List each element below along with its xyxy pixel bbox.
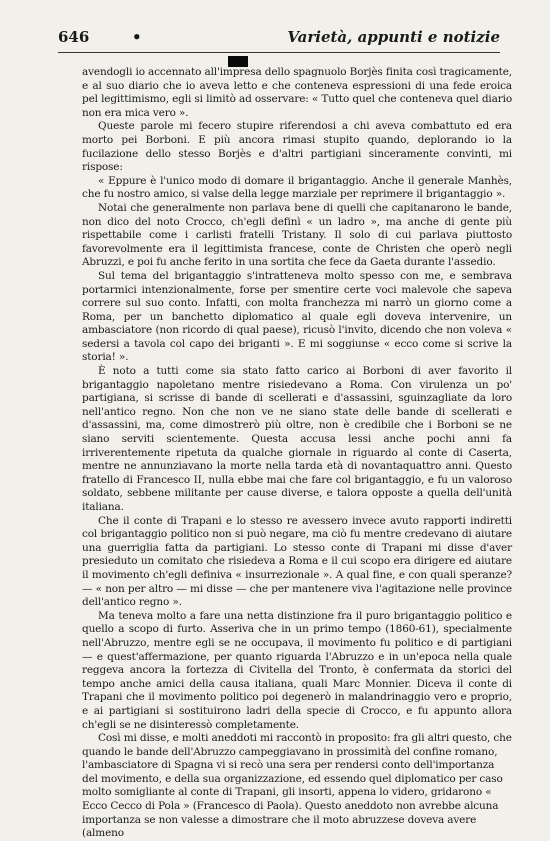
paragraph: È noto a tutti come sia stato fatto carico ai Borboni di aver favorito il brigantaggio napoletano mentre risiedevano a Roma. Con virulenza un po' partigiana, si scrisse di bande di scellerati e d'assassini, sguinzagliate da loro nell'antico regno. Non che non ve ne siano state delle bande di scellerati e d'assassini, ma, come dimostrerò più oltre, non è credibile che i Borboni se ne siano serviti scientemente. Questa accusa lessi anche pochi anni fa irriverentemente ripetuta da qualche giornale in riguardo al conte di Caserta, mentre ne annunziavano la morte nella tarda età di novantaquattro anni. Questo fratello di Francesco II, nulla ebbe mai che fare col brigantaggio, e fu un valoroso soldato, sebbene militante per cause diverse, e talora opposte a quella dell'unità italiana. — [82, 365, 512, 513]
paragraph: Così mi disse, e molti aneddoti mi raccontò in proposito: fra gli altri questo, che quando le bande dell'Abruzzo campeggiavano in prossimità del confine romano, l'ambasciatore di Spagna vi si recò una sera per rendersi conto dell'importanza del movimento, e della sua organizzazione, ed essendo quel diplomatico per caso molto somigliante al conte di Trapani, gli insorti, appena lo videro, gridarono « Ecco Cecco di Pola » (Francesco di Paola). Questo aneddoto non avrebbe alcuna importanza se non valesse a dimostrare che il moto abruzzese doveva avere (almeno — [82, 732, 512, 840]
body-text — [82, 66, 512, 841]
header-bullet: • — [132, 28, 142, 46]
paragraph: Che il conte di Trapani e lo stesso re avessero invece avuto rapporti indiretti col brigantaggio politico non si può negare, ma ciò fu mentre credevano di aiutare una guerriglia fatta da partigiani. Lo stesso conte di Trapani mi disse d'aver presieduto un comitato che risiedeva a Roma e il cui scopo era dirigere ed aiutare il movimento ch'egli definiva « insurrezionale ». A qual fine, e con quali speranze? — « non per altro — mi disse — che per mantenere viva l'agitazione nelle province dell'antico regno ». — [82, 514, 512, 609]
running-header — [58, 28, 500, 50]
paragraph: avendogli io accennato all'impresa dello spagnuolo Borjès finita così tragicamente, e al suo diario che io aveva letto e che conteneva espressioni di una fede eroica pel legittimismo, egli si limitò ad osservare: « Tutto quel che conteneva quel diario non era mica vero ». — [82, 66, 512, 119]
paragraph: Ma teneva molto a fare una netta distinzione fra il puro brigantaggio politico e quello a scopo di furto. Asseriva che in un primo tempo (1860-61), specialmente nell'Abruzzo, mentre egli se ne occupava, il movimento fu politico e di partigiani — e quest'affermazione, per quanto riguarda l'Abruzzo e in un'epoca nella quale reggeva ancora la fortezza di Civitella del Tronto, è confermata da storici del tempo anche amici della causa italiana, quali Marc Monnier. Diceva il conte di Trapani che il movimento politico poi degenerò in malandrinaggio vero e proprio, e ai partigiani si sostituirono ladri della specie di Crocco, e fu appunto allora ch'egli se ne disinteressò completamente. — [82, 609, 512, 731]
paragraph: Notai che generalmente non parlava bene di quelli che capitanarono le bande, non dico del noto Crocco, ch'egli definì « un ladro », ma anche di gente più rispettabile come i carlisti fratelli Tristany. Il solo di cui parlava piuttosto favorevolmente era il legittimista francese, conte de Christen che operò negli Abruzzi, e poi fu anche ferito in una sortita che fece da Gaeta durante l'assedio. — [82, 201, 512, 269]
running-title: Varietà, appunti e notizie — [287, 28, 500, 46]
paragraph: Queste parole mi fecero stupire riferendosi a chi aveva combattuto ed era morto pei Borboni. E più ancora rimasi stupito quando, deplorando io la fucilazione dello stesso Borjès e d'altri partigiani sinceramente convinti, mi rispose: — [82, 120, 512, 174]
paragraph: Sul tema del brigantaggio s'intratteneva molto spesso con me, e sembrava portarmici intenzionalmente, forse per smentire certe voci malevole che sapeva correre sul suo conto. Infatti, con molta franchezza mi narrò un giorno come a Roma, per un banchetto diplomatico al quale egli doveva intervenire, un ambasciatore (non ricordo di qual paese), ricusò l'invito, dicendo che non voleva « sedersi a tavola col capo dei briganti ». E mi soggiunse « ecco come si scrive la storia! ». — [82, 269, 512, 364]
page-number: 646 — [58, 28, 90, 46]
header-rule — [58, 52, 500, 53]
paragraph: « Eppure è l'unico modo di domare il brigantaggio. Anche il generale Manhès, che fu nostro amico, si valse della legge marziale per reprimere il brigantaggio ». — [82, 174, 512, 201]
